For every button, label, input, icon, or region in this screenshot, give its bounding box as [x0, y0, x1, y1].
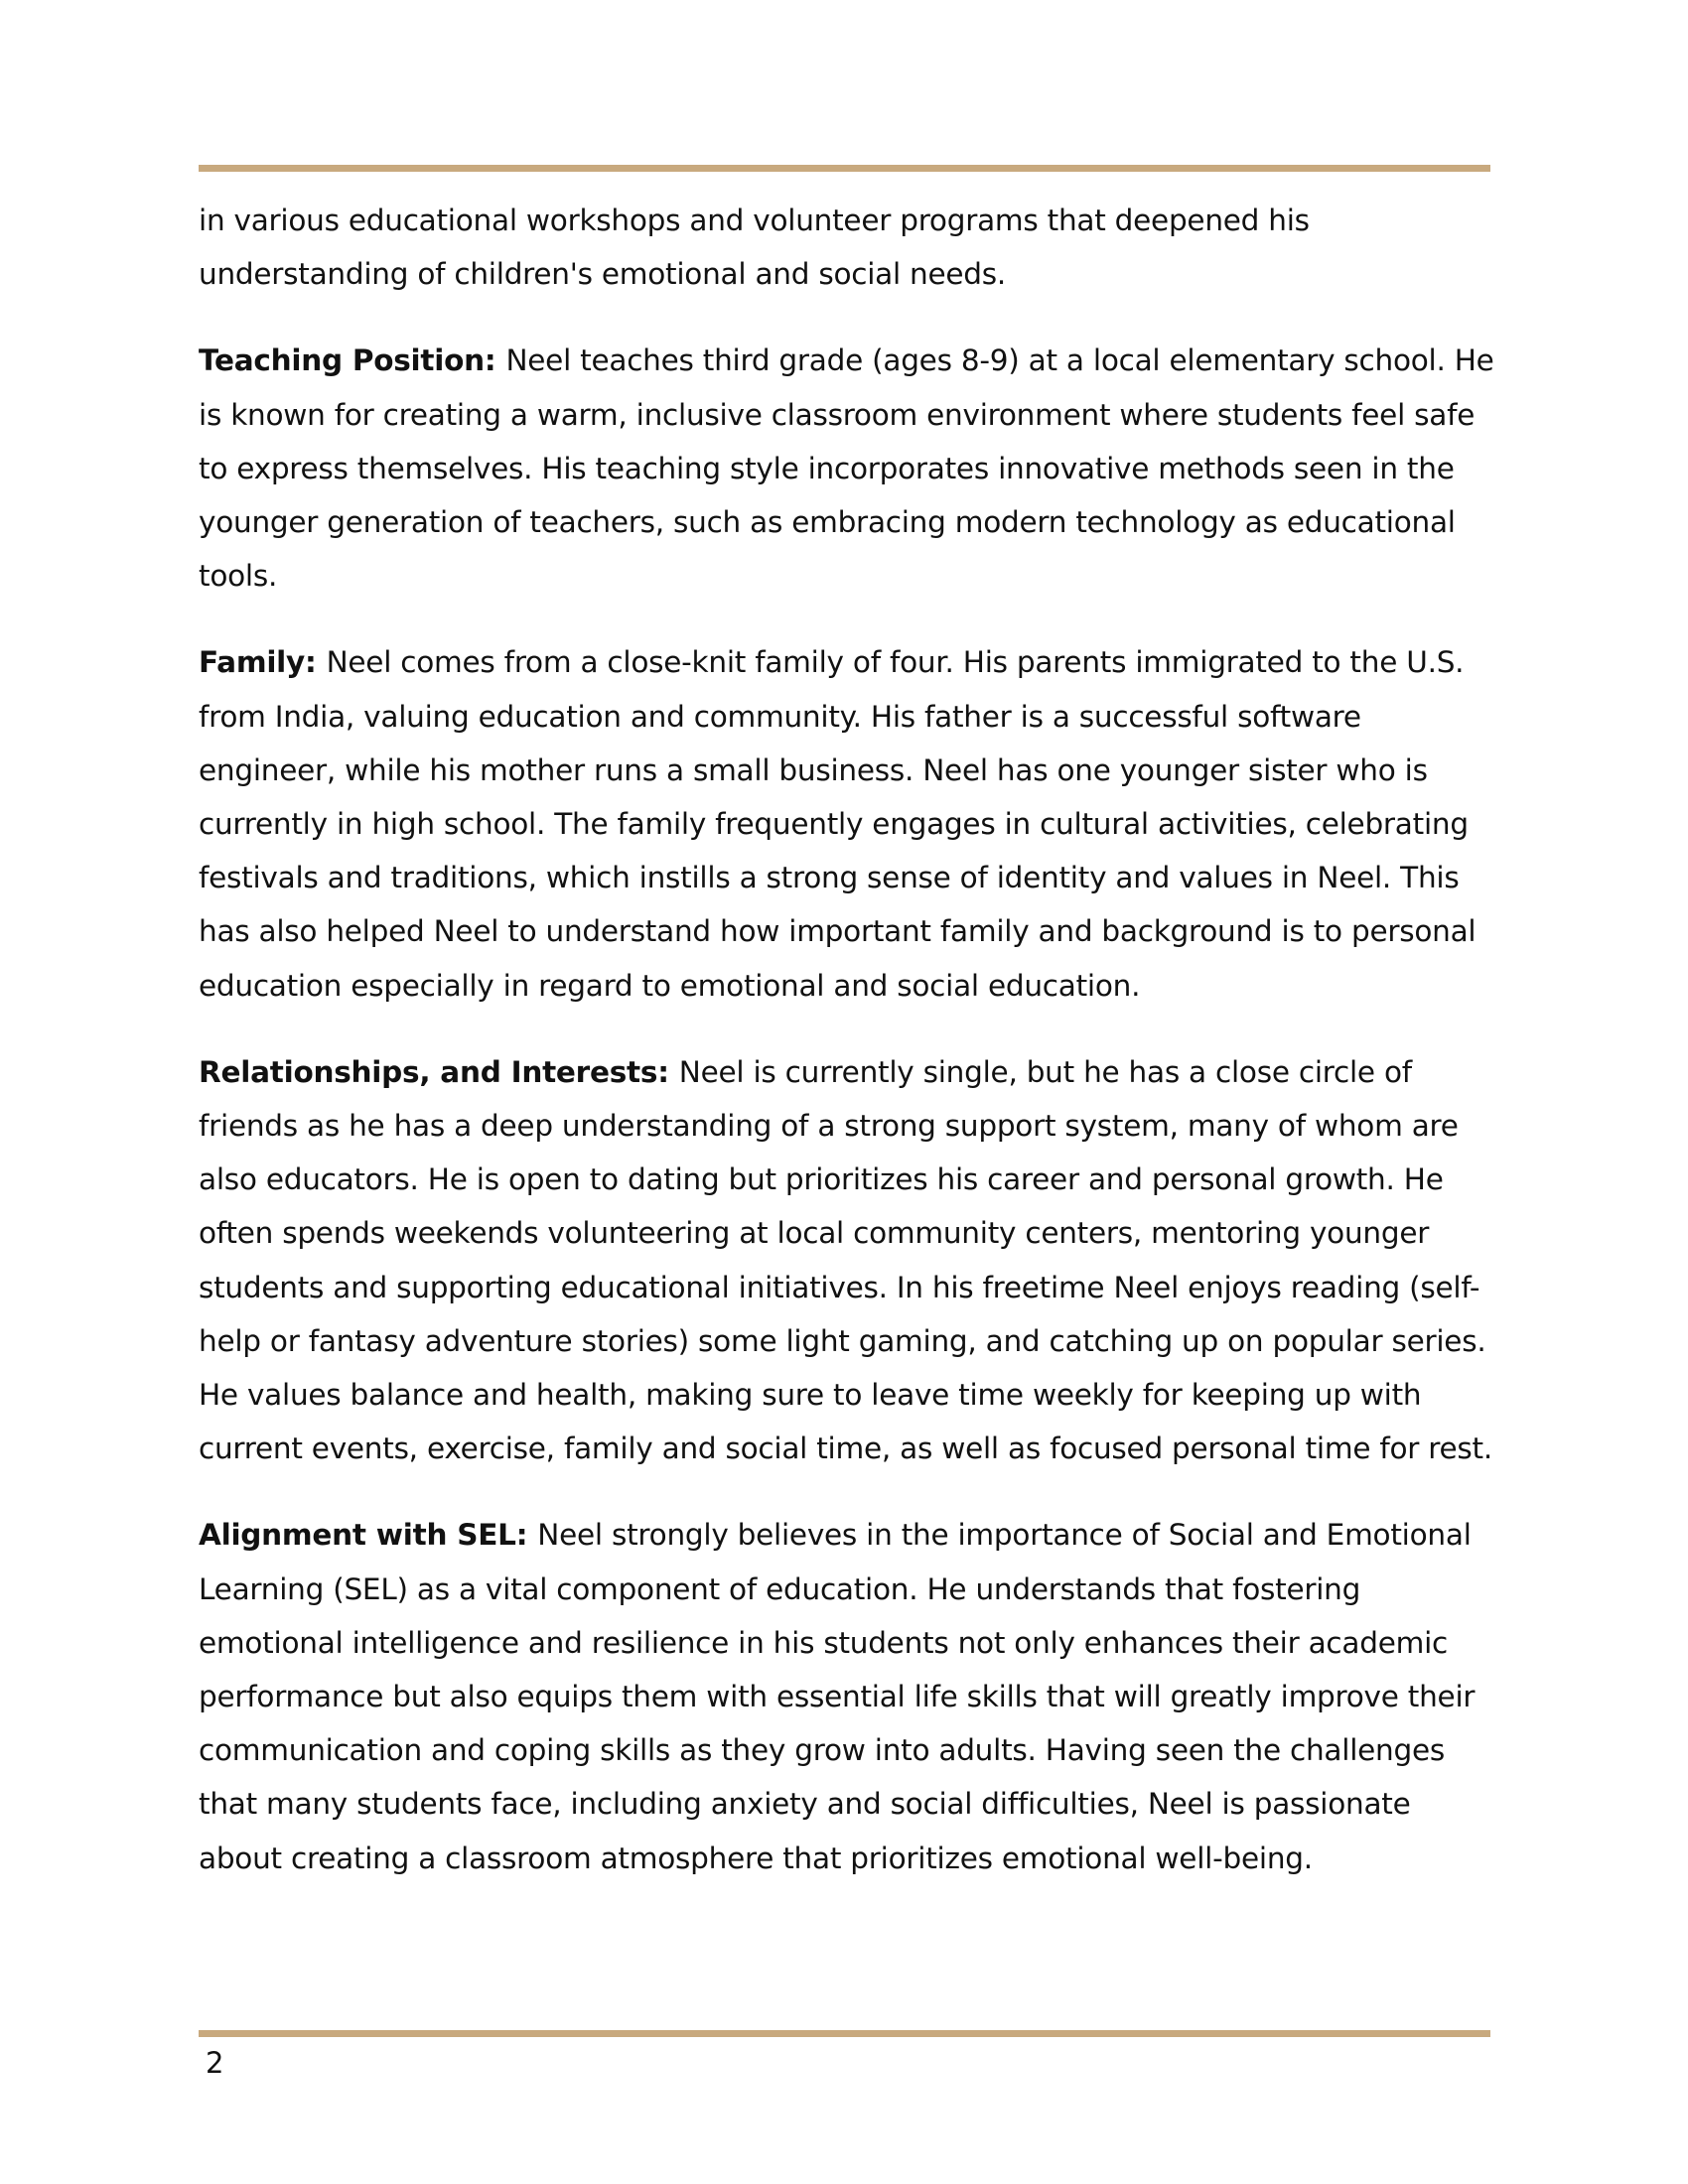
footer-rule — [199, 2030, 1490, 2037]
section-label: Relationships, and Interests: — [199, 1054, 679, 1089]
document-body — [199, 194, 1499, 1918]
section-alignment-sel — [199, 1508, 1499, 1884]
section-label: Teaching Position: — [199, 343, 506, 378]
section-relationships-interests — [199, 1045, 1499, 1476]
section-family — [199, 635, 1499, 1012]
section-teaching-position — [199, 334, 1499, 603]
section-text: Neel teaches third grade (ages 8-9) at a local elementary school. He is known for creating a warm, inclusive classroom environment where students feel safe to express themselves. His teaching style incorporates innovative methods seen in the younger generation of teachers, such as embracing modern technology as educational tools. — [199, 343, 1494, 594]
continuation-paragraph: in various educational workshops and volunteer programs that deepened his understanding of children's emotional and social needs. — [199, 204, 1310, 292]
header-rule — [199, 165, 1490, 172]
section-text: Neel comes from a close-knit family of four. His parents immigrated to the U.S. from India, valuing education and community. His father is a successful software engineer, while his mother runs a small business. Neel has one younger sister who is currently in high school. The family frequently engages in cultural activities, celebrating festivals and traditions, which instills a strong sense of identity and values in Neel. This has also helped Neel to understand how important family and background is to personal education especially in regard to emotional and social education. — [199, 645, 1477, 1003]
section-text: Neel strongly believes in the importance of Social and Emotional Learning (SEL) as a vital component of education. He understands that fostering emotional intelligence and resilience in his students not only enhances their academic performance but also equips them with essential life skills that will greatly improve their communication and coping skills as they grow into adults. Having seen the challenges that many students face, including anxiety and social difficulties, Neel is passionate about creating a classroom atmosphere that prioritizes emotional well-being. — [199, 1518, 1476, 1875]
section-label: Alignment with SEL: — [199, 1518, 538, 1553]
page-number: 2 — [206, 2046, 224, 2080]
section-label: Family: — [199, 645, 327, 680]
section-text: Neel is currently single, but he has a close circle of friends as he has a deep understanding of a strong support system, many of whom are also educators. He is open to dating but prioritizes his career and personal growth. He often spends weekends volunteering at local community centers, mentoring younger students and supporting educational initiatives. In his freetime Neel enjoys reading (self-help or fantasy adventure stories) some light gaming, and catching up on popular series. He values balance and health, making sure to leave time weekly for keeping up with current events, exercise, family and social time, as well as focused personal time for rest. — [199, 1054, 1492, 1466]
